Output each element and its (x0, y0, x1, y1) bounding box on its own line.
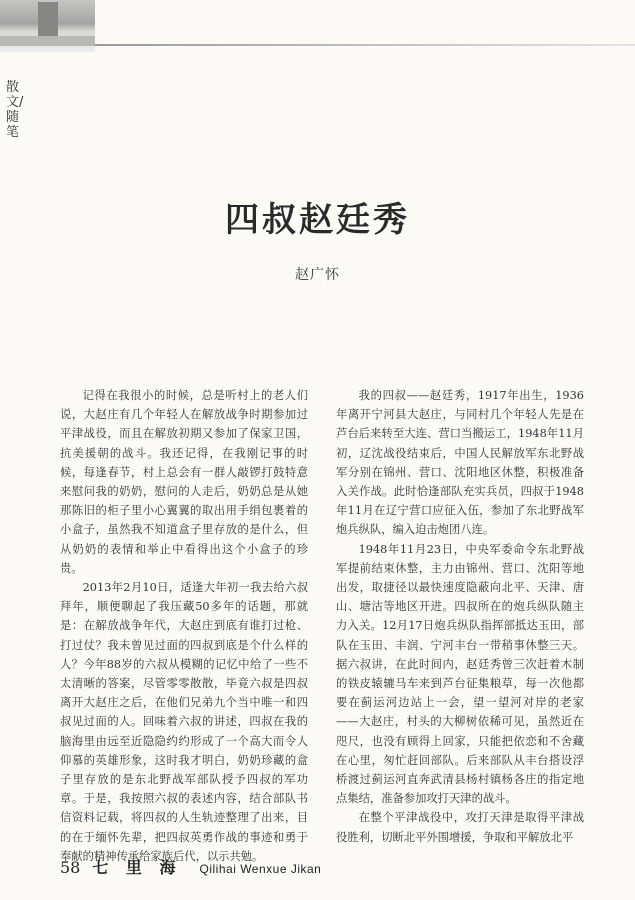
magazine-latin-name: Qilihai Wenxue Jikan (199, 862, 322, 876)
section-label: 散文/随笔 (6, 80, 24, 140)
left-column (60, 386, 308, 866)
right-column (336, 386, 584, 847)
page-number: 58 (60, 858, 81, 877)
paragraph: 记得在我很小的时候，总是听村上的老人们说，大赵庄有几个年轻人在解放战争时期参加过平津战役，而且在解放初期又参加了保家卫国，抗美援朝的战斗。我还记得，在我刚记事的时候，每逢春节，村上总会有一群人敲锣打鼓特意来慰问我的奶奶，慰问的人走后，奶奶总是从她那陈旧的柜子里小心翼翼的取出用手绢包裹着的小盒子，虽然我不知道盒子里存放的是什么，但从奶奶的表情和举止中看得出这个小盒子的珍贵。 (60, 389, 308, 575)
paragraph: 1948年11月23日，中央军委命令东北野战军提前结束休整，主力由锦州、营口、沈阳等地出发，取捷径以最快速度隐蔽向北平、天津、唐山、塘沽等地区开进。四叔所在的炮兵纵队随主力入关。12月17日炮兵纵队指挥部抵达玉田，部队在玉田、丰润、宁河丰台一带稍事休整三天。据六叔讲，在此时间内，赵廷秀曾三次赶着木制的铁皮辕辘马车来到芦台征集粮草，每一次他都要在蓟运河边站上一会，望一望河对岸的老家——大赵庄，村头的大柳树依稀可见，虽然近在咫尺，也没有顾得上回家，只能把依恋和不舍藏在心里，匆忙赶回部队。后来部队从丰台搭设浮桥渡过蓟运河直奔武清县杨村镇杨各庄的指定地点集结，准备参加攻打天津的战斗。 (336, 542, 584, 806)
header-rule (95, 44, 635, 46)
paragraph: 2013年2月10日，适逢大年初一我去给六叔拜年，顺便聊起了我压藏50多年的话题，那就是：在解放战争年代，大赵庄到底有谁打过枪、打过仗？我未曾见过面的四叔到底是个什么样的人？今年88岁的六叔从模糊的记忆中给了一些不太清晰的答案，尽管零零散散，毕竟六叔是四叔离开大赵庄之后，在他们兄弟九个当中唯一和四叔见过面的人。回味着六叔的讲述，四叔在我的脑海里由远至近隐隐约约形成了一个高大而令人仰慕的英雄形象，这时我才明白，奶奶珍藏的盒子里存放的是东北野战军部队授予四叔的军功章。于是，我按照六叔的表述内容，结合部队书信资料记载，将四叔的人生轨迹整理了出来，目的在于缅怀先辈，把四叔英勇作战的事迹和勇于奉献的精神传承给家族后代，以示共勉。 (60, 581, 308, 863)
paragraph: 我的四叔——赵廷秀，1917年出生，1936年离开宁河县大赵庄，与同村几个年轻人先是在芦台后来转至大连、营口当搬运工，1948年11月初，辽沈战役结束后，中国人民解放军东北野战军分别在锦州、营口、沈阳地区休整，积极准备入关作战。此时恰逢部队充实兵员，四叔于1948年11月在辽宁营口应征入伍，参加了东北野战军炮兵纵队，编入迫击炮团八连。 (336, 389, 584, 537)
header-photo (0, 0, 95, 52)
article-author: 赵广怀 (295, 267, 340, 283)
article-title: 四叔赵廷秀 (225, 200, 410, 240)
paragraph: 在整个平津战役中，攻打天津是取得平津战役胜利，切断北平外围增援，争取和平解放北平 (336, 811, 584, 844)
page-footer (60, 855, 321, 875)
header-photo-water (0, 36, 95, 46)
magazine-name: 七 里 海 (92, 858, 182, 877)
